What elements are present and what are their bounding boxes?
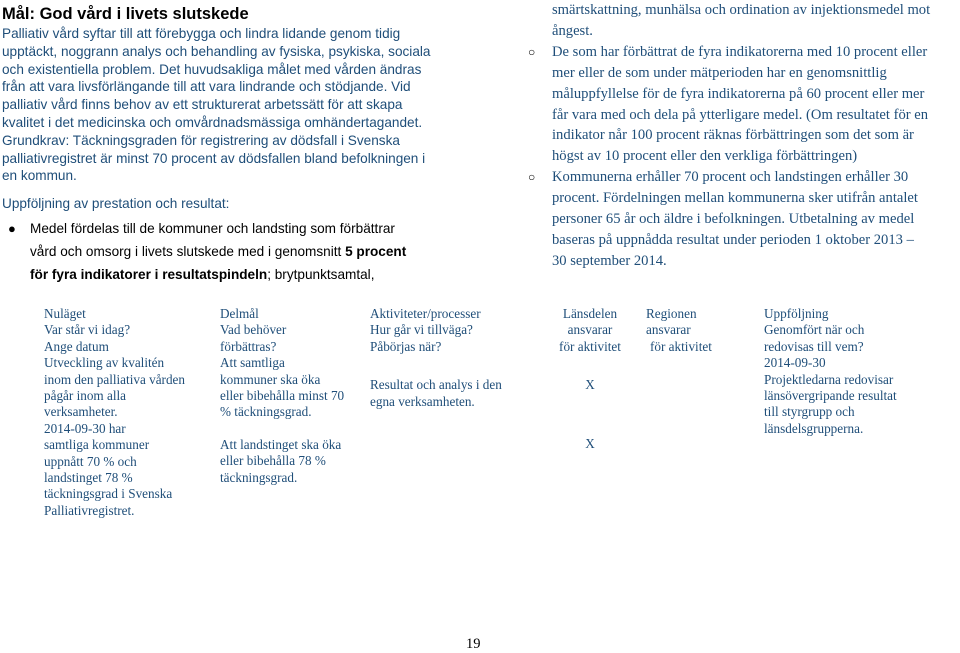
responsibility-mark: X bbox=[585, 435, 595, 451]
column-followup bbox=[764, 306, 934, 519]
bullet-line: får vara med och dela på ytterligare medel. (Om resultatet för en bbox=[552, 106, 929, 123]
requirement-line: en kommun. bbox=[2, 168, 77, 184]
cell-line: Utveckling av kvalitén bbox=[44, 355, 165, 371]
bullet-line: personer 65 år och äldre i befolkningen. Utbetalning av medel bbox=[552, 211, 915, 228]
column-header bbox=[542, 306, 638, 355]
cell-line: landstinget 78 % bbox=[44, 470, 133, 486]
intro-line: upptäckt, noggrann analys och behandling av fysiska, psykiska, sociala bbox=[2, 43, 431, 59]
bullet-line bbox=[30, 240, 454, 263]
header-line: Uppföljning bbox=[764, 306, 829, 321]
bullet-bold-text: 5 procent bbox=[345, 243, 407, 259]
intro-line: Palliativ vård syftar till att förebygga och lindra lidande genom tidig bbox=[2, 26, 401, 41]
action-plan-table bbox=[34, 306, 934, 519]
cell-line: länsövergripande resultat bbox=[764, 388, 897, 404]
cell-line: eller bibehålla minst 70 bbox=[220, 388, 345, 404]
spacer bbox=[542, 394, 638, 436]
header-line: Hur går vi tillväga? bbox=[370, 322, 473, 338]
bullet-line: högst av 10 procent eller den verkliga förbättringen) bbox=[552, 148, 858, 165]
column-header bbox=[764, 306, 934, 355]
cell-line: täckningsgrad. bbox=[220, 469, 298, 485]
header-line: Var står vi idag? bbox=[44, 322, 131, 338]
requirement-line: Grundkrav: Täckningsgraden för registrering av dödsfall i Svenska bbox=[2, 132, 400, 148]
header-line: redovisas till vem? bbox=[764, 338, 864, 354]
bullet-text: ; brytpunktsamtal, bbox=[267, 266, 375, 282]
right-bullet-2 bbox=[524, 167, 960, 272]
cell-line: pågår inom alla bbox=[44, 388, 127, 404]
column-header bbox=[370, 306, 542, 355]
cell-line: Resultat och analys i den bbox=[370, 377, 502, 393]
cell-line: uppnått 70 % och bbox=[44, 453, 137, 469]
followup-title: Uppföljning av prestation och resultat: bbox=[2, 196, 230, 212]
bullet-text: vård och omsorg i livets slutskede med i genomsnitt bbox=[30, 243, 346, 259]
cell-line: täckningsgrad i Svenska bbox=[44, 486, 173, 502]
intro-line: från att vara livsförlängande till att vara lindrande och stödjande. Vid bbox=[2, 79, 411, 95]
header-line: Aktiviteter/processer bbox=[370, 306, 481, 321]
continuation-line: ångest. bbox=[552, 22, 593, 39]
bullet-line: Kommunerna erhåller 70 procent och landstingen erhåller 30 bbox=[552, 169, 909, 186]
intro-line: kvalitet i det medicinska och omvårdnadsmässiga omhändertagandet. bbox=[2, 114, 423, 130]
bullet-line: mer eller de som under mätperioden har en genomsnittlig bbox=[552, 64, 887, 81]
cell-line: eller bibehålla 78 % bbox=[220, 453, 326, 469]
followup-bullet bbox=[2, 217, 454, 286]
bullet-icon: ○ bbox=[528, 44, 536, 59]
header-line: Påbörjas när? bbox=[370, 338, 442, 354]
column-region bbox=[638, 306, 764, 519]
intro-line: och existentiella problem. Det huvudsakliga målet med vården ändras bbox=[2, 61, 422, 77]
header-line: Nuläget bbox=[44, 306, 86, 321]
cell-line: 2014-09-30 har bbox=[44, 420, 126, 436]
bullet-line: De som har förbättrat de fyra indikatorerna med 10 procent eller bbox=[552, 43, 928, 60]
right-column bbox=[524, 0, 960, 272]
cell-line: Att samtliga bbox=[220, 355, 285, 371]
header-line: Regionen bbox=[646, 306, 697, 321]
column-header bbox=[220, 306, 370, 355]
header-line: Vad behöver bbox=[220, 322, 287, 338]
column-activities bbox=[370, 306, 542, 519]
cell-line: Att landstinget ska öka bbox=[220, 436, 342, 452]
header-line: Ange datum bbox=[44, 338, 109, 354]
cell-line: inom den palliativa vården bbox=[44, 371, 185, 387]
cell-line: samtliga kommuner bbox=[44, 437, 150, 453]
header-line: ansvarar bbox=[646, 322, 691, 338]
bullet-line: 30 september 2014. bbox=[552, 252, 667, 269]
right-bullet-1 bbox=[524, 42, 960, 167]
bullet-line: måluppfyllelse för de fyra indikatorerna på 60 procent eller mer bbox=[552, 85, 925, 102]
page-number: 19 bbox=[466, 636, 481, 652]
header-line: Delmål bbox=[220, 306, 259, 321]
cell-line: egna verksamheten. bbox=[370, 393, 475, 409]
bullet-line: Medel fördelas till de kommuner och landsting som förbättrar bbox=[30, 220, 395, 236]
header-line: förbättras? bbox=[220, 338, 277, 354]
left-column bbox=[2, 4, 454, 286]
header-line: Genomfört när och bbox=[764, 322, 865, 338]
spacer bbox=[220, 421, 370, 437]
column-sub-goal bbox=[220, 306, 370, 519]
cell-line: verksamheter. bbox=[44, 404, 118, 420]
requirement-line: palliativregistret är minst 70 procent av dödsfallen bland befolkningen i bbox=[2, 150, 426, 166]
header-line: för aktivitet bbox=[650, 338, 712, 354]
section-heading: Mål: God vård i livets slutskede bbox=[2, 5, 249, 23]
column-county-part bbox=[542, 306, 638, 519]
cell-line: till styrgrupp och bbox=[764, 404, 855, 420]
cell-line: länsdelsgrupperna. bbox=[764, 420, 864, 436]
column-header bbox=[646, 306, 764, 355]
bullet-icon: ● bbox=[8, 220, 16, 236]
header-line: Länsdelen bbox=[562, 306, 618, 321]
header-line: för aktivitet bbox=[559, 338, 621, 354]
bullet-line: procent. Fördelningen mellan kommunerna sker utifrån antalet bbox=[552, 190, 918, 207]
cell-line: % täckningsgrad. bbox=[220, 404, 312, 420]
cell-line: Projektledarna redovisar bbox=[764, 371, 894, 387]
spacer bbox=[370, 355, 542, 377]
header-line: ansvarar bbox=[567, 322, 613, 338]
cell-line: kommuner ska öka bbox=[220, 371, 321, 387]
bullet-line: indikator når 100 procent räknas förbättringen som det som är bbox=[552, 127, 914, 144]
bullet-line bbox=[30, 263, 454, 286]
cell-line: Palliativregistret. bbox=[44, 502, 135, 518]
cell-line: 2014-09-30 bbox=[764, 355, 826, 371]
bullet-bold-text: för fyra indikatorer i resultatspindeln bbox=[30, 266, 268, 282]
responsibility-mark: X bbox=[585, 377, 595, 393]
spacer bbox=[542, 355, 638, 377]
intro-line: palliativ vård finns behov av ett strukturerat arbetssätt för att skapa bbox=[2, 97, 403, 113]
column-header bbox=[44, 306, 220, 355]
continuation-line: smärtskattning, munhälsa och ordination av injektionsmedel mot bbox=[552, 2, 931, 18]
column-current-status bbox=[34, 306, 220, 519]
bullet-line: baseras på uppnådda resultat under perioden 1 oktober 2013 – bbox=[552, 231, 914, 248]
bullet-icon: ○ bbox=[528, 170, 536, 185]
